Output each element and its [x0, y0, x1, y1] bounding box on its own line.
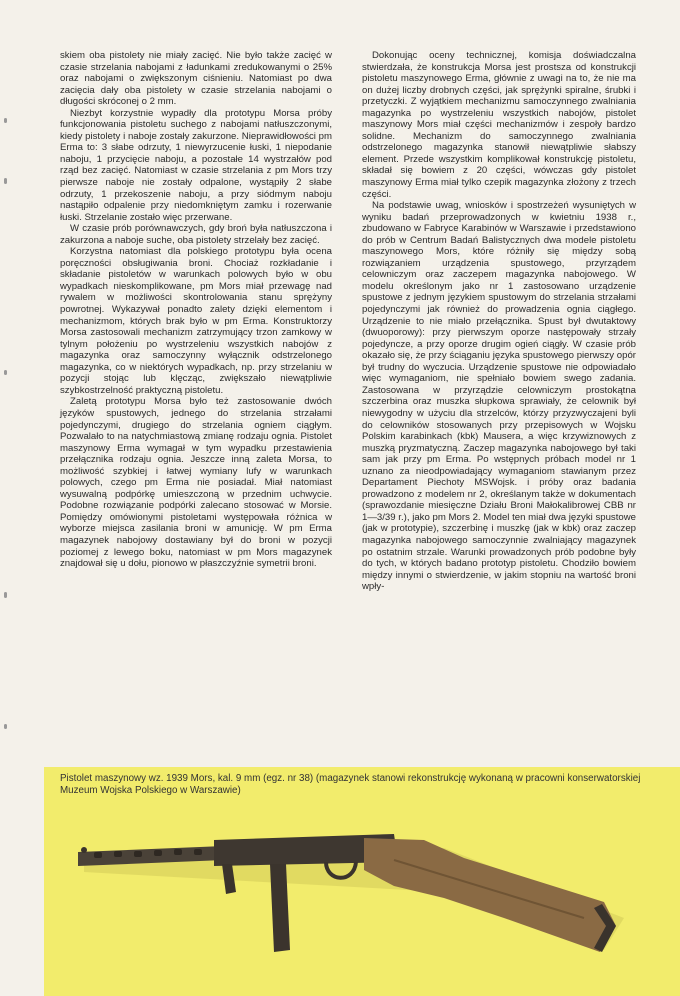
wooden-stock — [364, 838, 616, 952]
photo-caption: Pistolet maszynowy wz. 1939 Mors, kal. 9 mm (egz. nr 38) (magazynek stanowi rekonstrukcję wykonaną w pracowni konserwatorskiej Muzeum Wojska Polskiego w Warszawie) — [60, 773, 641, 796]
paragraph: Korzystna natomiast dla polskiego prototypu była ocena poręczności obsługiwania broni. Chociaż rozkładanie i składanie pistoletów w warunkach polowych było w obu wypadkach nieskomplikowane, pm Mors miał przewagę nad rywalem w możliwości skontrolowania stanu sprężyny powrotnej. Wykazywał ponadto zalety dzięki elementom i mechanizmom, których brak było w pm Erma. Konstruktorzy Morsa zastosowali mechanizm zatrzymujący trzon zamkowy w tylnym położeniu po wystrzeleniu wszystkich nabojów z magazynka oraz samoczynny wyłącznik odstrzelonego magazynka, co w niektórych wypadkach, np. przy strzelaniu w pozycji stojąc lub klęcząc, zwiększało niewątpliwie szybkostrzelność praktyczną pistoletu. — [60, 246, 332, 396]
margin-mark — [4, 178, 7, 184]
margin-mark — [4, 724, 7, 729]
margin-mark — [4, 592, 7, 598]
submachine-gun-photo — [64, 800, 624, 970]
paragraph: Niezbyt korzystnie wypadły dla prototypu Morsa próby funkcjonowania pistoletu suchego z nabojami natłuszczonymi, kiedy pistolety i naboje zostały zakurzone. Nieprawidłowości pm Erma to: 3 słabe odrzuty, 1 niewyrzucenie łuski, 1 niepodanie naboju, 1 przycięcie naboju, a pozostałe 14 wystrzałów pod rząd bez zacięć. Natomiast w czasie strzelania z pm Mors trzy pierwsze naboje nie zostały odpalone, wystąpiły 2 słabe odrzuty, 1 przekoszenie naboju, a przy siódmym naboju nastąpiło odpalenie przy niedomkniętym zamku i rozerwanie łuski. Strzelanie zostało więc przerwane. — [60, 107, 332, 223]
margin-mark — [4, 370, 7, 375]
paragraph: Na podstawie uwag, wniosków i spostrzeżeń wysuniętych w wyniku badań przeprowadzonych w kwietniu 1938 r., zbudowano w Fabryce Karabinów w Warszawie i przedstawiono do prób w Centrum Badań Balistycznych dwa modele pistoletu maszynowego Mors, które różniły się między sobą rozwiązaniem urządzenia spustowego, przyrządem celowniczym oraz zaczepem magazynka nabojowego. W modelu określonym jako nr 1 zastosowano urządzenie spustowe z jednym językiem spustowym do strzelania strzałami pojedynczymi jak również do prowadzenia ognia ciągłego. Urządzenie to nie miało przełącznika. Spust był dwutaktowy (dwuoporowy): przy pierwszym oporze następowały strzały pojedyncze, a przy oporze drugim ogień ciągły. W czasie prób okazało się, że przy ściąganiu języka spustowego pierwszy opór był trudny do wyczucia. Urządzenie spustowe nie odpowiadało więc wymaganiom, nie spełniało bowiem swego zadania. Zastosowana w przyrządzie celowniczym prostokątna szczerbina oraz muszka słupkowa sprawiały, że celownik był niewygodny w użyciu dla strzelców, którzy przyzwyczajeni byli do celowników stosowanych przy przepisowych w Wojsku Polskim karabinkach (kbk) Mausera, a więc krzywiznowych z muszką pryzmatyczną. Zaczep magazynka nabojowego był taki sam jak przy pm Erma. Po wstępnych próbach model nr 1 uznano za nieodpowiadający wymaganiom stawianym przez Departament Piechoty MSWojsk. i próby oraz badania prowadzono z modelem nr 2, określanym także w dokumentach (sprawozdanie miesięczne Działu Broni Małokalibrowej CBB nr 1—3/39 r.), jako pm Mors 2. Model ten miał dwa języki spustowe (jak w prototypie), szczerbinę i muszkę (jak w kbk) oraz zaczep magazynka nabojowego samoczynnie zwalniający magazynek po ostatnim strzale. Warunki prowadzonych prób podobne były do tych, w których badano prototyp pistoletu. Chodziło bowiem między innymi o stwierdzenie, w jakim stopniu na wartość broni wpły- — [362, 200, 636, 593]
paragraph: skiem oba pistolety nie miały zacięć. Nie było także zacięć w czasie strzelania nabojami z ładunkami zredukowanymi o 25% oraz nabojami o zwiększonym ciśnieniu. Natomiast po dwa zacięcia dały oba pistolety w czasie strzelania nabojami o długości skróconej o 2 mm. — [60, 50, 332, 108]
paragraph: Zaletą prototypu Morsa było też zastosowanie dwóch języków spustowych, jednego do strzelania strzałami pojedynczymi, drugiego do strzelania ogniem ciągłym. Pozwalało to na natychmiastową zmianę rodzaju ognia. Pistolet maszynowy Erma wymagał w tym wypadku przestawienia przełącznika rodzaju ognia. Jeszcze inną zaleta Morsa, to możliwość szybkiej i łatwej wymiany lufy w warunkach polowych, czego pm Erma nie posiadał. Miał natomiast wysuwalną podpórkę umieszczoną w przednim uchwycie. Podobne rozwiązanie podpórki zalecano stosować w Morsie. Pomiędzy omówionymi pistoletami występowała różnica w wyborze miejsca zasilania broni w amunicję. W pm Erma magazynek nabojowy dostawiany był do broni w pozycji poziomej z lewego boku, natomiast w pm Mors magazynek znajdował się u dołu, pionowo w płaszczyźnie symetrii broni. — [60, 396, 332, 570]
paragraph: Dokonując oceny technicznej, komisja doświadczalna stwierdzała, że konstrukcja Morsa jest prostsza od konstrukcji pistoletu maszynowego Erma, głównie z uwagi na to, że nie ma on dużej liczby drobnych części, jak sprężynki spiralne, śrubki i przetyczki. Z wyjątkiem mechanizmu samoczynnego zwalniania magazynka po wystrzeleniu wszystkich nabojów, pistolet maszynowy Mors miał części mechanizmów i zespoły bardzo solidne. Mechanizm do samoczynnego zwalniania odstrzelonego magazynka stanowił niewątpliwie słabszy element. Przede wszystkim komplikował konstrukcję pistoletu, składał się bowiem z 20 części, wówczas gdy pistolet maszynowy Erma miał tylko czepik magazynka złożony z trzech części. — [362, 50, 636, 200]
paragraph: W czasie prób porównawczych, gdy broń była natłuszczona i zakurzona a naboje suche, oba pistolety strzelały bez zacięć. — [60, 223, 332, 246]
left-text-column — [60, 50, 332, 570]
right-text-column — [362, 50, 636, 593]
margin-mark — [4, 118, 7, 123]
front-sight — [81, 847, 87, 853]
